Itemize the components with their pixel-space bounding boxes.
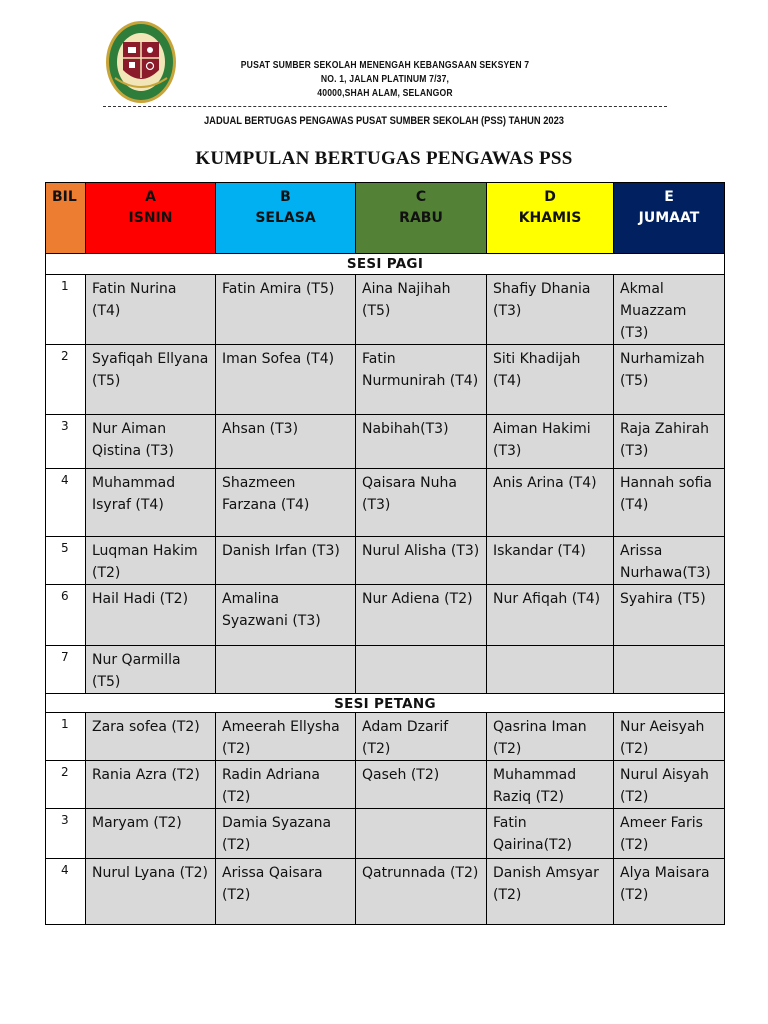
col-day: KHAMIS	[518, 210, 582, 226]
col-day: ISNIN	[128, 210, 173, 226]
row-number: 5	[46, 537, 86, 585]
col-letter: E	[664, 189, 674, 205]
col-letter: C	[415, 189, 427, 205]
table-cell: Fatin Amira (T5)	[216, 275, 356, 345]
col-letter: D	[544, 189, 556, 205]
table-cell: Muhammad Raziq (T2)	[487, 761, 614, 809]
table-cell: Ahsan (T3)	[216, 415, 356, 469]
table-cell: Radin Adriana (T2)	[216, 761, 356, 809]
table-cell: Aiman Hakimi (T3)	[487, 415, 614, 469]
table-cell: Aina Najihah (T5)	[356, 275, 487, 345]
header-col-a	[86, 183, 216, 254]
table-row	[46, 345, 725, 415]
header-col-e	[614, 183, 725, 254]
table-cell: Shafiy Dhania (T3)	[487, 275, 614, 345]
table-cell: Fatin Nurina (T4)	[86, 275, 216, 345]
table-cell: Maryam (T2)	[86, 809, 216, 859]
table-cell: Ameerah Ellysha (T2)	[216, 713, 356, 761]
col-day: RABU	[399, 210, 443, 226]
table-row	[46, 415, 725, 469]
row-number: 1	[46, 275, 86, 345]
table-cell: Nurhamizah (T5)	[614, 345, 725, 415]
table-cell: Shazmeen Farzana (T4)	[216, 469, 356, 537]
table-cell: Nur Adiena (T2)	[356, 585, 487, 646]
row-number: 4	[46, 469, 86, 537]
table-row	[46, 859, 725, 925]
col-letter: B	[280, 189, 291, 205]
table-cell: Nurul Alisha (T3)	[356, 537, 487, 585]
table-cell: Luqman Hakim (T2)	[86, 537, 216, 585]
table-cell	[356, 646, 487, 694]
table-cell: Alya Maisara (T2)	[614, 859, 725, 925]
table-cell: Iskandar (T4)	[487, 537, 614, 585]
table-cell: Adam Dzarif (T2)	[356, 713, 487, 761]
header-col-d	[487, 183, 614, 254]
table-cell: Zara sofea (T2)	[86, 713, 216, 761]
section-label: SESI PAGI	[46, 254, 725, 275]
table-cell: Fatin Qairina(T2)	[487, 809, 614, 859]
header-bil: BIL	[46, 183, 86, 254]
table-cell: Arissa Nurhawa(T3)	[614, 537, 725, 585]
table-cell: Akmal Muazzam (T3)	[614, 275, 725, 345]
table-row	[46, 809, 725, 859]
table-cell: Syafiqah Ellyana (T5)	[86, 345, 216, 415]
table-cell: Muhammad Isyraf (T4)	[86, 469, 216, 537]
table-cell: Damia Syazana (T2)	[216, 809, 356, 859]
table-cell: Nur Afiqah (T4)	[487, 585, 614, 646]
row-number: 7	[46, 646, 86, 694]
table-cell	[356, 809, 487, 859]
document-subtitle: JADUAL BERTUGAS PENGAWAS PUSAT SUMBER SEKOLAH (PSS) TAHUN 2023	[203, 115, 565, 127]
school-address-line1: NO. 1, JALAN PLATINUM 7/37,	[320, 74, 450, 85]
document-title: KUMPULAN BERTUGAS PENGAWAS PSS	[195, 148, 573, 169]
section-row-pagi	[46, 254, 725, 275]
table-cell: Nurul Lyana (T2)	[86, 859, 216, 925]
table-cell: Siti Khadijah (T4)	[487, 345, 614, 415]
table-cell: Fatin Nurmunirah (T4)	[356, 345, 487, 415]
table-row	[46, 537, 725, 585]
row-number: 6	[46, 585, 86, 646]
table-cell: Iman Sofea (T4)	[216, 345, 356, 415]
table-row	[46, 713, 725, 761]
table-cell: Raja Zahirah (T3)	[614, 415, 725, 469]
table-cell: Danish Amsyar (T2)	[487, 859, 614, 925]
table-cell: Qaseh (T2)	[356, 761, 487, 809]
table-cell: Arissa Qaisara (T2)	[216, 859, 356, 925]
section-label: SESI PETANG	[46, 694, 725, 713]
table-cell	[487, 646, 614, 694]
table-cell	[614, 646, 725, 694]
header-col-b	[216, 183, 356, 254]
school-address-line2: 40000,SHAH ALAM, SELANGOR	[317, 88, 453, 99]
table-header-row	[46, 183, 725, 254]
table-row	[46, 469, 725, 537]
section-row-petang	[46, 694, 725, 713]
row-number: 2	[46, 345, 86, 415]
table-cell: Ameer Faris (T2)	[614, 809, 725, 859]
header-divider	[103, 106, 667, 107]
table-cell: Hail Hadi (T2)	[86, 585, 216, 646]
col-day: JUMAAT	[638, 210, 700, 226]
table-cell: Qasrina Iman (T2)	[487, 713, 614, 761]
table-row	[46, 646, 725, 694]
table-cell: Nabihah(T3)	[356, 415, 487, 469]
table-cell: Hannah sofia (T4)	[614, 469, 725, 537]
header-col-c	[356, 183, 487, 254]
table-cell: Qaisara Nuha (T3)	[356, 469, 487, 537]
table-cell	[216, 646, 356, 694]
school-name: PUSAT SUMBER SEKOLAH MENENGAH KEBANGSAAN SEKSYEN 7	[240, 60, 530, 71]
school-crest-logo	[105, 20, 177, 104]
table-cell: Amalina Syazwani (T3)	[216, 585, 356, 646]
table-cell: Nur Aeisyah (T2)	[614, 713, 725, 761]
duty-roster-table	[45, 182, 725, 925]
table-cell: Syahira (T5)	[614, 585, 725, 646]
col-day: SELASA	[255, 210, 316, 226]
row-number: 1	[46, 713, 86, 761]
table-row	[46, 585, 725, 646]
table-cell: Rania Azra (T2)	[86, 761, 216, 809]
table-cell: Nur Qarmilla (T5)	[86, 646, 216, 694]
table-row	[46, 761, 725, 809]
table-row	[46, 275, 725, 345]
table-cell: Qatrunnada (T2)	[356, 859, 487, 925]
row-number: 2	[46, 761, 86, 809]
col-letter: A	[145, 189, 156, 205]
table-cell: Anis Arina (T4)	[487, 469, 614, 537]
row-number: 3	[46, 415, 86, 469]
row-number: 3	[46, 809, 86, 859]
table-cell: Danish Irfan (T3)	[216, 537, 356, 585]
row-number: 4	[46, 859, 86, 925]
table-cell: Nurul Aisyah (T2)	[614, 761, 725, 809]
table-cell: Nur Aiman Qistina (T3)	[86, 415, 216, 469]
